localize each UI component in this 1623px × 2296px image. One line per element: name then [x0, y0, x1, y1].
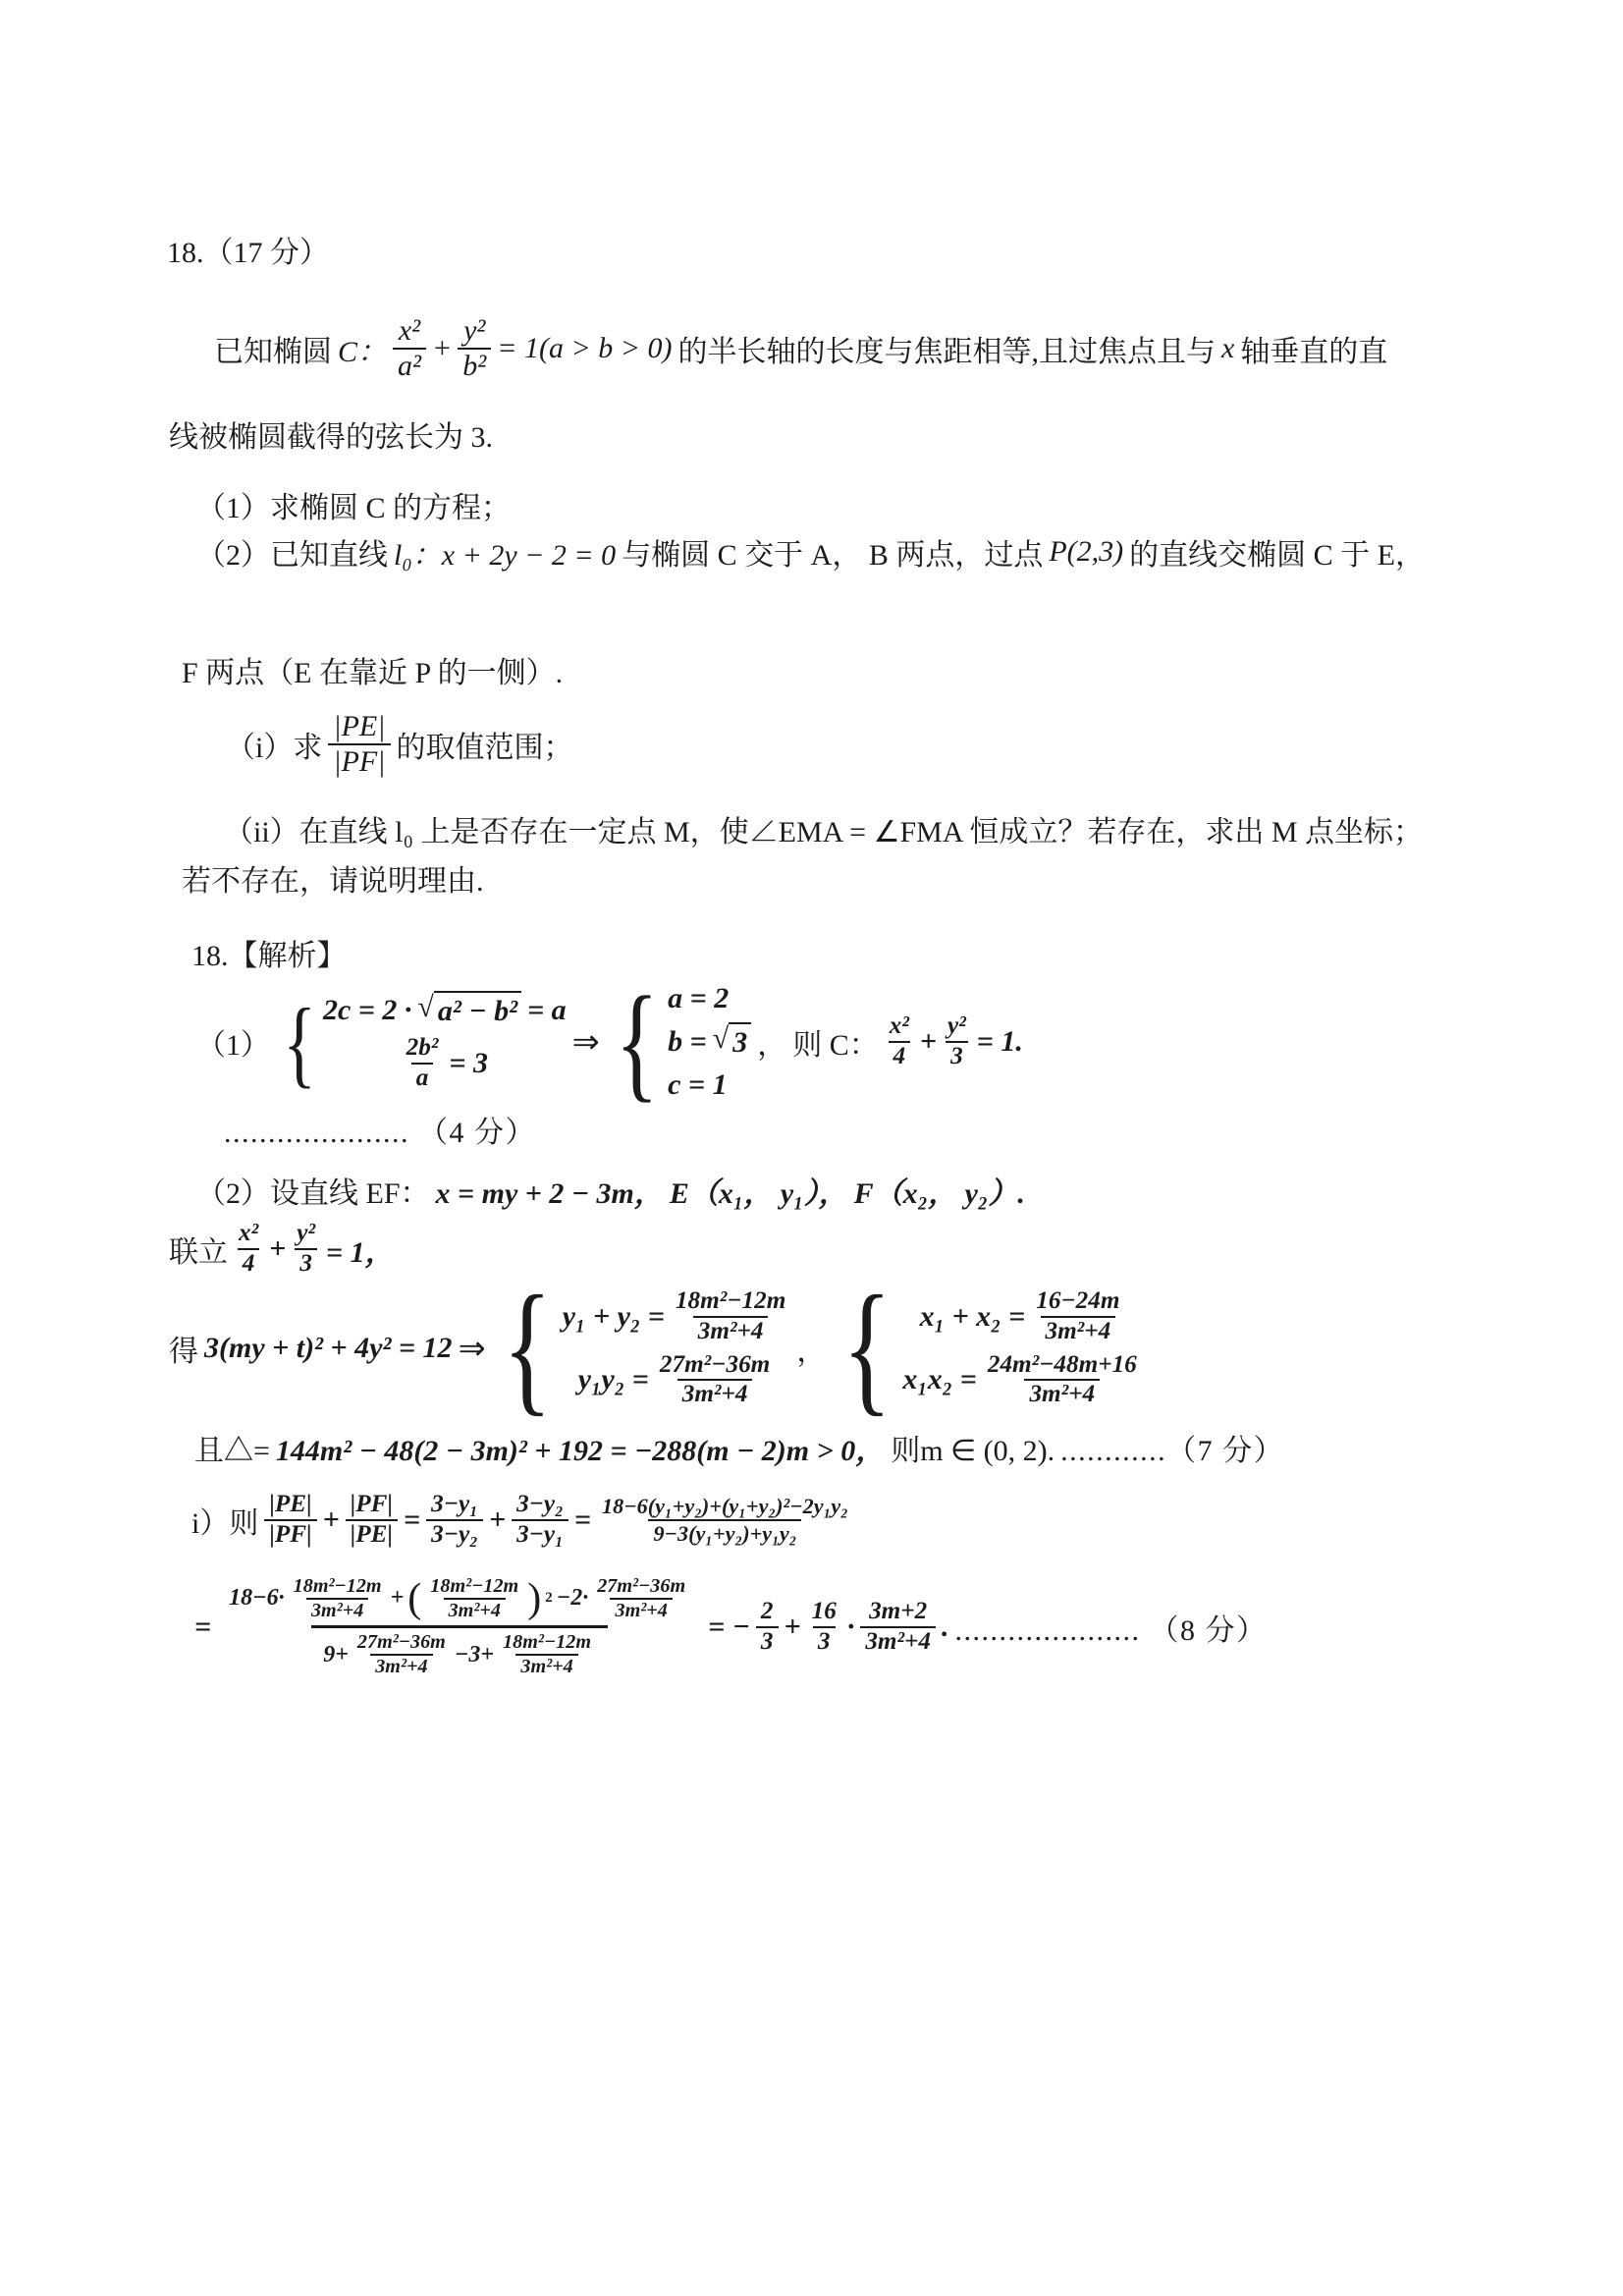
- fraction-3m2-3m24: [860, 1598, 936, 1657]
- equation-text: 18−6·: [229, 1585, 285, 1612]
- statement-text: 的半长轴的长度与焦距相等,且过焦点且与: [677, 336, 1216, 368]
- part1-text: （1）求椭圆 C 的方程；: [196, 492, 512, 524]
- score-dots-8: ..................... （8 分）: [954, 1613, 1268, 1647]
- problem-part1: [196, 483, 511, 526]
- equation-system-2: [606, 968, 787, 1114]
- square-root: [713, 1022, 751, 1062]
- equation-text: 2c = 2 ·: [323, 993, 412, 1026]
- score-marker-4: [224, 1108, 536, 1151]
- equation-text: −3+: [454, 1641, 495, 1667]
- vieta-system-x: [832, 1266, 1141, 1430]
- plus-sign: +: [390, 1585, 405, 1612]
- fraction-3y2-3y1: [512, 1491, 568, 1550]
- fraction-numerator: 27m²−36m: [659, 1350, 771, 1378]
- part2-text: （2）已知直线: [196, 539, 388, 572]
- system-rows: [902, 1287, 1141, 1410]
- system-row: [668, 1020, 786, 1064]
- fraction-denominator: 3m²+4: [444, 1598, 506, 1622]
- discriminant-label: 且△=: [194, 1435, 270, 1467]
- implies-arrow: ⇒: [458, 1331, 486, 1367]
- plus-sign: +: [432, 332, 453, 364]
- fraction-numerator: 27m²−36m: [356, 1631, 446, 1653]
- fraction-denominator: 3: [756, 1626, 779, 1657]
- score-dots: ..................... （4 分）: [224, 1117, 536, 1149]
- plus-sign: +: [784, 1610, 801, 1643]
- system-rows: [323, 991, 567, 1093]
- fraction-denominator: 3m²+4: [1024, 1379, 1100, 1409]
- square-root: [417, 991, 521, 1030]
- radicand: 3: [729, 1022, 751, 1062]
- equation-text: 9+: [323, 1641, 349, 1667]
- statement-text: 轴垂直的直: [1240, 336, 1388, 368]
- fraction-numerator: 18m²−12m: [430, 1574, 519, 1597]
- squared-exponent: 2: [545, 1590, 553, 1607]
- system-row: [902, 1351, 1141, 1410]
- subq-i-text: （i）求: [226, 732, 323, 764]
- fraction-denominator: 3m²+4: [306, 1598, 368, 1622]
- substituted-equation: 3(my + t)² + 4y² = 12: [204, 1332, 453, 1364]
- problem-part2: [196, 530, 1425, 574]
- fraction-denominator: a: [411, 1063, 434, 1093]
- nested-fraction: [352, 1631, 451, 1678]
- point-F: F（x₂， y₂）.: [853, 1177, 1025, 1210]
- equation-text: = a: [527, 993, 567, 1026]
- fraction-x-product: [983, 1351, 1142, 1410]
- derive-label: 得: [169, 1336, 198, 1368]
- system-rows: [668, 982, 786, 1102]
- left-paren: (: [407, 1575, 422, 1621]
- system-row: [578, 1351, 776, 1410]
- big-fraction-denominator: [311, 1625, 608, 1681]
- fraction-PE-PF: [264, 1491, 316, 1550]
- problem-heading: [167, 228, 329, 271]
- fraction-PF-PE: [346, 1491, 398, 1550]
- fraction-numerator: y²: [947, 1012, 966, 1040]
- plus-sign: +: [322, 1503, 340, 1536]
- system-brace: {: [615, 968, 659, 1114]
- fraction-x-sum: [1031, 1287, 1124, 1346]
- fraction-2-3: [756, 1598, 779, 1657]
- fraction-numerator: |PF|: [350, 1491, 394, 1518]
- fraction-numerator: 3−y₂: [516, 1491, 564, 1518]
- fraction-numerator: x²: [239, 1220, 259, 1247]
- fraction-16-3: [807, 1598, 841, 1657]
- subq-i-text: 的取值范围；: [396, 732, 573, 764]
- fraction-denominator: 3m²+4: [610, 1598, 672, 1622]
- problem-part2-cont: [182, 648, 563, 691]
- fraction-x2-4: [234, 1220, 263, 1279]
- x-variable: x: [1220, 332, 1235, 364]
- equation-text: b =: [668, 1025, 707, 1058]
- solution-discriminant-line: [194, 1426, 1284, 1469]
- fraction-numerator: 18m²−12m: [293, 1574, 382, 1597]
- right-paren: ): [527, 1575, 542, 1621]
- subquestion-ii: [224, 807, 1423, 850]
- radical-sign: √: [417, 990, 434, 1023]
- problem-statement-line1: [214, 291, 1387, 407]
- system-brace: {: [502, 1266, 552, 1430]
- equals-sign: = −: [708, 1610, 750, 1643]
- problem-number: 18.（17 分）: [167, 237, 329, 269]
- system-brace: {: [842, 1266, 893, 1430]
- fraction-denominator: 3: [946, 1041, 968, 1071]
- radical-sign: √: [712, 1022, 730, 1056]
- fraction-denominator: 3m²+4: [693, 1316, 769, 1346]
- discriminant-expression: 144m² − 48(2 − 3m)² + 192 = −288(m − 2)m > 0，: [275, 1435, 886, 1467]
- comma: ，: [796, 1336, 827, 1368]
- fraction-numerator: 16−24m: [1036, 1286, 1120, 1314]
- subq-ii-text: （ii）在直线 l₀ 上是否存在一定点 M，使∠EMA = ∠FMA 恒成立？若存在，求出 M 点坐标；: [224, 816, 1424, 848]
- fraction-denominator: 3m²+4: [515, 1654, 577, 1678]
- ellipse-label: C：: [338, 336, 388, 368]
- equation-system-1: [276, 987, 567, 1097]
- fraction-numerator: 2b²: [406, 1034, 439, 1062]
- period: .: [942, 1610, 949, 1643]
- equation-text: x₁ + x₂ =: [919, 1299, 1026, 1333]
- solution-step2-setup: [196, 1169, 1025, 1212]
- fraction-denominator: 3−y₁: [512, 1519, 568, 1550]
- fraction-numerator: y²: [297, 1220, 315, 1247]
- solution-header-text: 18.【解析】: [191, 940, 347, 972]
- fraction-denominator: 3m²+4: [370, 1654, 432, 1678]
- part2-text: 的直线交椭圆 C 于 E，: [1129, 539, 1425, 572]
- equation-text: y₁y₂ =: [577, 1363, 649, 1396]
- fraction-numerator: 3−y₁: [431, 1491, 478, 1518]
- system-row: [563, 1287, 791, 1346]
- fraction-x2-a2: [393, 314, 426, 384]
- nested-fraction: [592, 1575, 690, 1622]
- big-fraction: [217, 1572, 702, 1682]
- fraction-denominator: a²: [393, 348, 426, 384]
- fraction-denominator: 4: [238, 1248, 260, 1279]
- fraction-numerator: 2: [760, 1597, 774, 1624]
- point-E: E（x₁， y₁），: [669, 1177, 848, 1210]
- fraction-y2-3: [943, 1012, 971, 1071]
- fraction-numerator: x²: [398, 313, 421, 347]
- fraction-numerator: 18m²−12m: [503, 1631, 592, 1653]
- statement-text: 线被椭圆截得的弦长为 3.: [169, 421, 493, 454]
- m-range: 则m ∈ (0, 2).: [891, 1435, 1055, 1467]
- equation-text: = 1.: [976, 1025, 1023, 1058]
- fraction-x2-4: [885, 1012, 914, 1071]
- system-row: [920, 1287, 1125, 1346]
- part2-text: 与椭圆 C 交于 A， B 两点，过点: [622, 539, 1044, 572]
- fraction-2b2-a: [402, 1034, 444, 1093]
- system-row: c = 1: [668, 1068, 728, 1101]
- fraction-denominator: |PF|: [328, 743, 390, 780]
- fraction-3y1-3y2: [426, 1491, 483, 1550]
- nested-fraction: [425, 1575, 523, 1622]
- system-row: [323, 991, 567, 1030]
- line-l0-equation: l₀：x + 2y − 2 = 0: [394, 539, 617, 572]
- fraction-numerator: 18m²−12m: [675, 1286, 786, 1314]
- fraction-PE-PF: [328, 710, 390, 780]
- fraction-denominator: 9−3(y₁+y₂)+y₁y₂: [648, 1519, 801, 1547]
- then-text: 则 C：: [792, 1029, 879, 1062]
- equals-sign: =: [404, 1503, 421, 1536]
- fraction-numerator: 27m²−36m: [597, 1574, 686, 1597]
- equals-sign: =: [194, 1610, 212, 1643]
- statement-text: 已知椭圆: [214, 336, 332, 368]
- fraction-denominator: |PF|: [264, 1519, 316, 1550]
- score-dots-7: ............（7 分）: [1060, 1435, 1285, 1467]
- ratio-label: i）则: [191, 1507, 259, 1540]
- fraction-numerator: x²: [889, 1012, 909, 1040]
- nested-fraction: [498, 1631, 596, 1678]
- fraction-expanded-ratio: [597, 1494, 853, 1546]
- equation-text: = 1，: [326, 1236, 395, 1269]
- equation-text: ，: [757, 1029, 787, 1062]
- nested-fraction: [289, 1575, 387, 1622]
- equals-sign: =: [573, 1503, 591, 1536]
- plus-sign: +: [269, 1232, 287, 1265]
- subquestion-ii-cont: [182, 856, 484, 900]
- fraction-denominator: |PE|: [346, 1519, 398, 1550]
- subq-ii-cont-text: 若不存在，请说明理由.: [182, 865, 484, 898]
- step2-label: （2）设直线 EF：: [196, 1177, 430, 1210]
- fraction-denominator: 3m²+4: [677, 1379, 753, 1409]
- fraction-y2-3: [292, 1220, 320, 1279]
- fraction-denominator: 3m²+4: [860, 1626, 936, 1657]
- system-rows: [563, 1287, 791, 1410]
- system-row: [402, 1034, 488, 1093]
- plus-sign: +: [488, 1503, 507, 1536]
- line-EF-equation: x = my + 2 − 3m，: [435, 1177, 664, 1210]
- fraction-numerator: 3m+2: [869, 1597, 928, 1624]
- combine-label: 联立: [169, 1236, 228, 1269]
- part2-cont-text: F 两点（E 在靠近 P 的一侧）.: [182, 657, 564, 689]
- fraction-y-sum: [671, 1287, 790, 1346]
- system-brace: {: [283, 987, 316, 1097]
- fraction-numerator: 18−6(y₁+y₂)+(y₁+y₂)²−2y₁y₂: [602, 1494, 848, 1519]
- subquestion-i: [226, 687, 573, 801]
- system-row: a = 2: [668, 982, 730, 1014]
- multiply-dot: ·: [846, 1610, 855, 1643]
- fraction-denominator: 3: [295, 1248, 317, 1279]
- point-P: P(2,3): [1049, 535, 1124, 568]
- fraction-numerator: 24m²−48m+16: [987, 1350, 1137, 1378]
- equation-text: y₁ + y₂ =: [562, 1299, 665, 1333]
- fraction-denominator: 3m²+4: [1041, 1316, 1116, 1346]
- fraction-denominator: 3: [813, 1626, 836, 1657]
- fraction-y2-b2: [458, 314, 491, 384]
- vieta-system-y: [492, 1266, 791, 1430]
- equation-text: −2·: [556, 1585, 589, 1612]
- fraction-numerator: 16: [811, 1597, 837, 1624]
- radicand: a² − b²: [434, 991, 521, 1030]
- equation-text: x₁x₂ =: [902, 1363, 977, 1396]
- ellipse-condition: = 1(a > b > 0): [497, 332, 673, 364]
- fraction-numerator: |PE|: [333, 709, 386, 742]
- plus-sign: +: [919, 1025, 938, 1058]
- fraction-denominator: 4: [889, 1041, 911, 1071]
- solution-vieta-line: [169, 1266, 1142, 1430]
- fraction-numerator: |PE|: [269, 1491, 312, 1518]
- fraction-denominator: 3−y₂: [426, 1519, 483, 1550]
- problem-statement-line2: [169, 412, 493, 456]
- fraction-numerator: y²: [463, 313, 486, 347]
- solution-step1: [196, 968, 1023, 1114]
- solution-header: [191, 931, 347, 974]
- equation-text: = 3: [449, 1047, 489, 1080]
- fraction-y-product: [655, 1351, 775, 1410]
- implies-arrow: ⇒: [571, 1024, 600, 1061]
- step1-label: （1）: [196, 1029, 270, 1062]
- solution-final-line: [194, 1546, 1268, 1708]
- big-fraction-numerator: [217, 1572, 702, 1625]
- fraction-denominator: b²: [458, 348, 491, 384]
